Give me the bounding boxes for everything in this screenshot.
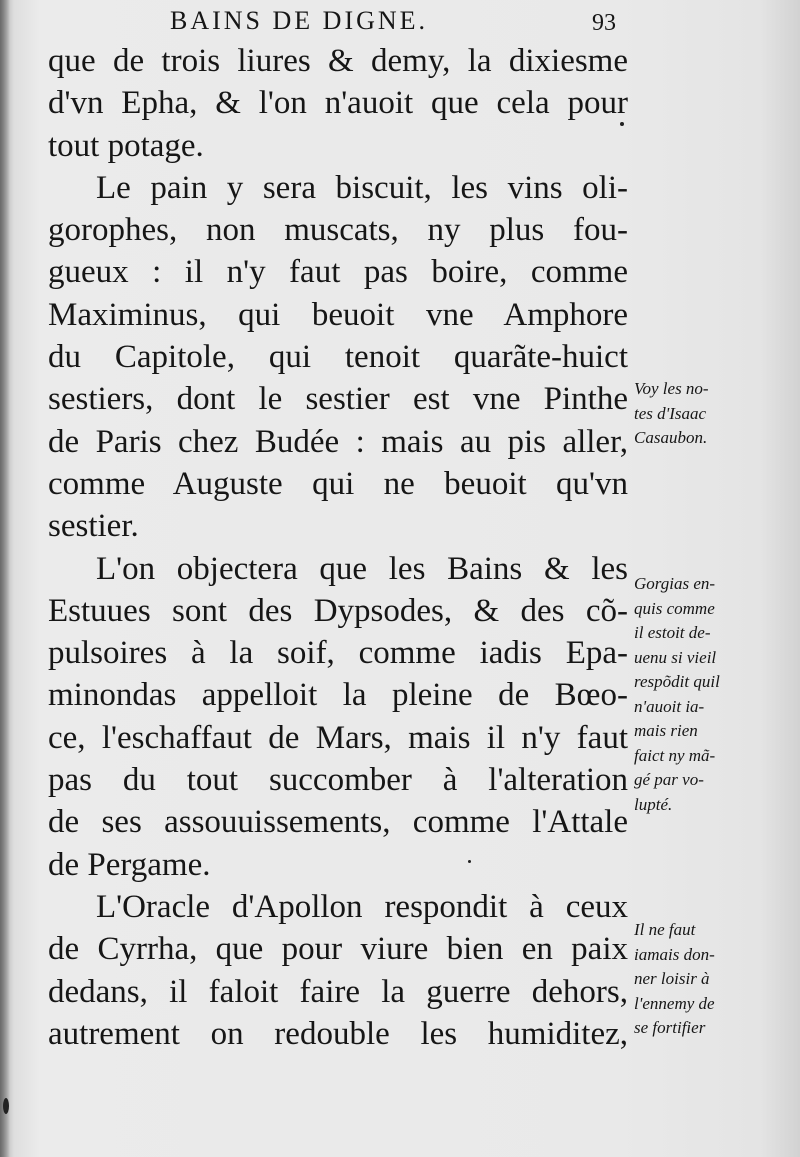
note-line: quis comme: [634, 598, 715, 618]
text-line: que de trois liures & demy, la dixiesme: [48, 43, 628, 79]
text-line: pas du tout succomber à l'alteration: [48, 762, 628, 799]
main-text: [48, 40, 628, 1055]
text-line: de Pergame.: [48, 846, 211, 883]
margin-note: [634, 572, 764, 817]
note-line: tes d'Isaac: [634, 403, 707, 423]
note-line: ner loisir à: [634, 969, 710, 988]
text-line: comme Auguste qui ne beuoit qu'vn: [48, 465, 628, 502]
text-line: gorophes, non muscats, ny plus fou-: [48, 212, 628, 249]
note-line: l'ennemy de: [634, 993, 715, 1013]
text-line: L'on objectera que les Bains & les: [96, 550, 628, 587]
text-line: autrement on redouble les humiditez,: [48, 1015, 628, 1052]
text-line: dedans, il faloit faire la guerre dehors,: [48, 973, 628, 1010]
text-line: de ses assouuissements, comme l'Attale: [48, 804, 628, 841]
note-line: Il ne faut: [634, 920, 696, 939]
note-line: gé par vo-: [634, 770, 704, 789]
note-line: lupté.: [634, 794, 673, 814]
text-line: de Cyrrha, que pour viure bien en paix: [48, 931, 628, 968]
text-line: gueux : il n'y faut pas boire, comme: [48, 254, 628, 291]
note-line: se fortifier: [634, 1018, 706, 1037]
gutter-shadow: [0, 0, 10, 1157]
text-line: pulsoires à la soif, comme iadis Epa-: [48, 635, 628, 672]
text-line: Le pain y sera biscuit, les vins oli-: [96, 169, 628, 206]
running-head: BAINS DE DIGNE.: [170, 6, 429, 35]
text-line: sestiers, dont le sestier est vne Pinthe: [48, 381, 628, 418]
text-line: Estuues sont des Dypsodes, & des cõ-: [48, 592, 628, 629]
note-line: respõdit quil: [634, 672, 720, 691]
margin-note: [634, 918, 764, 1041]
note-line: Gorgias en-: [634, 574, 716, 593]
text-line: Maximinus, qui beuoit vne Amphore: [48, 296, 628, 333]
note-line: uenu si vieil: [634, 647, 717, 667]
note-line: mais rien: [634, 721, 698, 740]
note-line: iamais don-: [634, 944, 715, 964]
note-line: il estoit de-: [634, 623, 711, 642]
text-line: L'Oracle d'Apollon respondit à ceux: [96, 888, 628, 925]
ink-speck: [3, 1098, 9, 1114]
ink-speck: [620, 122, 624, 126]
text-line: ce, l'eschaffaut de Mars, mais il n'y faut: [48, 719, 628, 756]
note-line: n'auoit ia-: [634, 696, 705, 716]
text-line: sestier.: [48, 508, 139, 545]
text-line: minondas appelloit la pleine de Bœo-: [48, 677, 628, 714]
note-line: faict ny mã-: [634, 745, 716, 765]
text-line: tout potage.: [48, 127, 204, 164]
text-line: d'vn Epha, & l'on n'auoit que cela pour: [48, 85, 628, 122]
text-line: de Paris chez Budée : mais au pis aller,: [48, 423, 628, 460]
ink-speck: [468, 860, 471, 863]
note-line: Voy les no-: [634, 379, 709, 398]
text-line: du Capitole, qui tenoit quarãte-huict: [48, 339, 628, 376]
margin-note: [634, 377, 764, 451]
note-line: Casaubon.: [634, 428, 708, 447]
page-number: 93: [592, 10, 616, 36]
